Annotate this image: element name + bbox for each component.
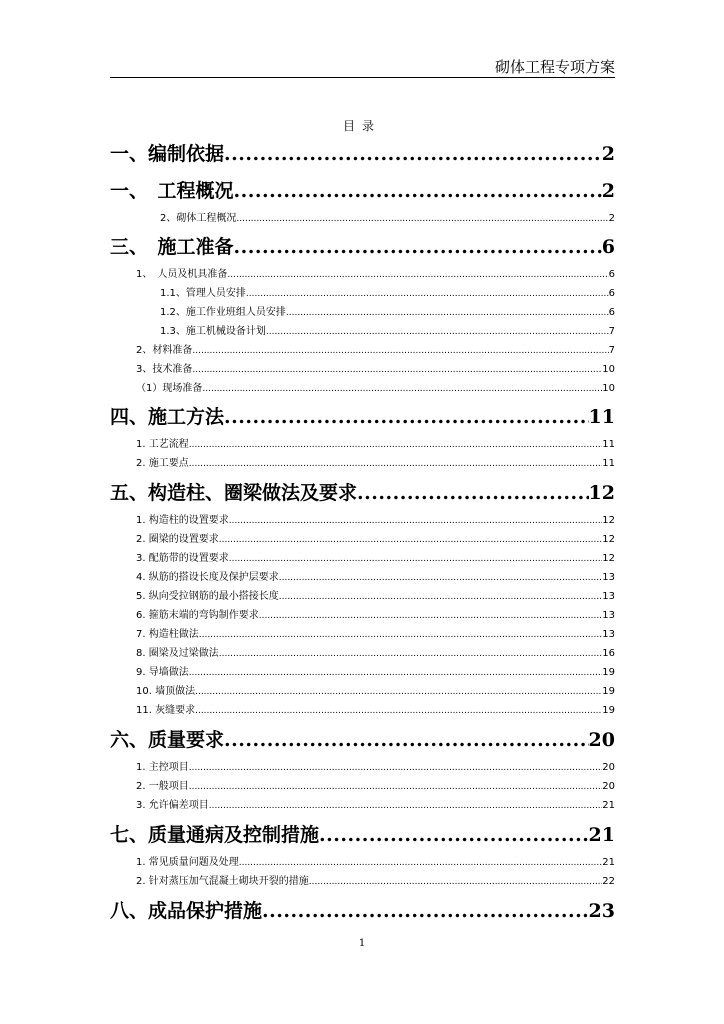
- toc-entry[interactable]: 1、 人员及机具准备 ..... 6: [136, 268, 615, 282]
- page-header-title: 砌体工程专项方案: [494, 58, 615, 76]
- toc-entry[interactable]: 5. 纵向受拉钢筋的最小搭接长度 ..... 13: [136, 590, 615, 604]
- toc-entry[interactable]: 四、施工方法 ..... 11: [110, 405, 615, 429]
- page-number: 1: [358, 938, 366, 949]
- toc-entry[interactable]: 1. 工艺流程 ..... 11: [136, 438, 615, 452]
- toc-entry[interactable]: 1.1、管理人员安排 ..... 6: [160, 287, 615, 301]
- toc-entry[interactable]: 1.2、施工作业班组人员安排 ..... 6: [160, 306, 615, 320]
- toc-entry[interactable]: 11. 灰缝要求 ..... 19: [136, 704, 615, 718]
- header-rule: [110, 77, 615, 78]
- toc-entry[interactable]: 2、砌体工程概况 ..... 2: [160, 212, 615, 226]
- toc-entry[interactable]: 七、质量通病及控制措施 ..... 21: [110, 823, 615, 847]
- toc-entry[interactable]: 9. 导墙做法 ..... 19: [136, 666, 615, 680]
- toc-entry[interactable]: 10. 墙顶做法 ..... 19: [136, 685, 615, 699]
- toc-entry[interactable]: 五、构造柱、圈梁做法及要求 ..... 12: [110, 481, 615, 505]
- toc-entry[interactable]: 一、编制依据 ..... 2: [110, 142, 615, 166]
- toc-entry[interactable]: 三、 施工准备 ..... 6: [110, 235, 615, 259]
- toc-entry[interactable]: 2. 针对蒸压加气混凝土砌块开裂的措施 ..... 22: [136, 875, 615, 889]
- toc-entry[interactable]: 1.3、施工机械设备计划 ..... 7: [160, 325, 615, 339]
- toc-entry[interactable]: 4. 纵筋的搭设长度及保护层要求 ..... 13: [136, 571, 615, 585]
- toc-entry[interactable]: 3. 配筋带的设置要求 ..... 12: [136, 552, 615, 566]
- toc-entry[interactable]: 2. 一般项目 ..... 20: [136, 780, 615, 794]
- toc-entry[interactable]: 6. 箍筋末端的弯钩制作要求 ..... 13: [136, 609, 615, 623]
- toc-entry[interactable]: 8. 圈梁及过梁做法 ..... 16: [136, 647, 615, 661]
- toc-entry[interactable]: （1）现场准备 ..... 10: [136, 382, 615, 396]
- toc-entry[interactable]: 2、材料准备 ..... 7: [136, 344, 615, 358]
- toc-entry[interactable]: 7. 构造柱做法 ..... 13: [136, 628, 615, 642]
- toc-entry[interactable]: 一、 工程概况 ..... 2: [110, 179, 615, 203]
- toc-entry[interactable]: 1. 主控项目 ..... 20: [136, 761, 615, 775]
- toc-entry[interactable]: 六、质量要求 ..... 20: [110, 728, 615, 752]
- toc-entry[interactable]: 2. 施工要点 ..... 11: [136, 457, 615, 471]
- toc-entry[interactable]: 1. 构造柱的设置要求 ..... 12: [136, 514, 615, 528]
- toc-entry[interactable]: 1. 常见质量问题及处理 ..... 21: [136, 856, 615, 870]
- toc-title: 目录: [342, 119, 381, 133]
- toc-entry[interactable]: 八、成品保护措施 ..... 23: [110, 899, 615, 923]
- toc-entry[interactable]: 3. 允许偏差项目 ..... 21: [136, 799, 615, 813]
- toc-entry[interactable]: 3、技术准备 ..... 10: [136, 363, 615, 377]
- toc-entry[interactable]: 2. 圈梁的设置要求 ..... 12: [136, 533, 615, 547]
